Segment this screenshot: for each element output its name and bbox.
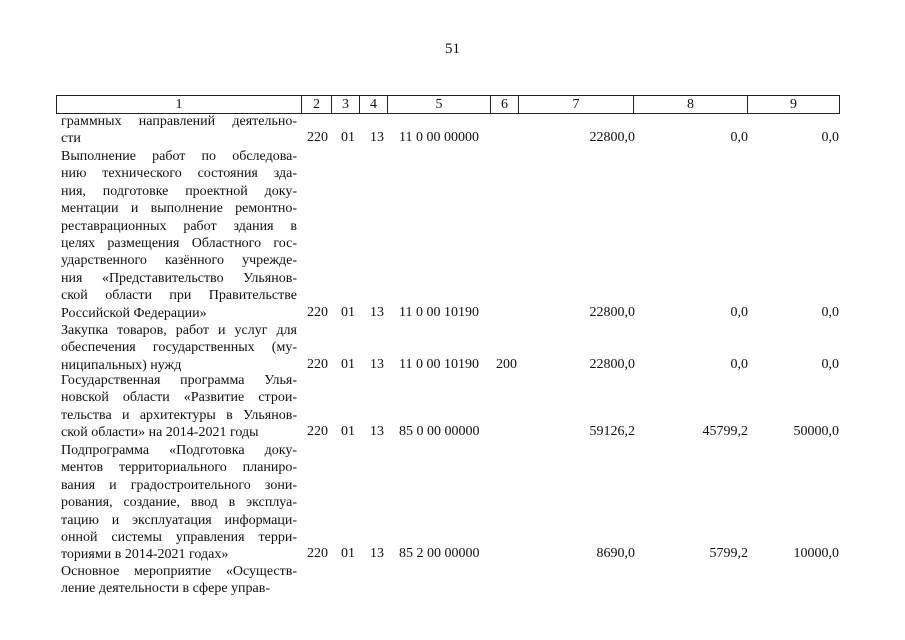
description-line: вания и градостроительного зони- (61, 477, 297, 493)
cell-col-8: 0,0 (730, 356, 748, 372)
cell-col-9: 10000,0 (793, 546, 839, 562)
description-line: ниципальных) нужд (61, 357, 182, 373)
cell-col-2: 220 (307, 130, 328, 146)
row-description (61, 442, 297, 564)
cell-col-3: 01 (341, 546, 355, 562)
description-line: целях размещения Областного гос- (61, 236, 297, 252)
row-description (61, 148, 297, 322)
description-line: Закупка товаров, работ и услуг для (61, 323, 297, 338)
description-line: сти (61, 131, 81, 147)
cell-col-8: 0,0 (730, 304, 748, 320)
cell-col-7: 22800,0 (589, 356, 635, 372)
cell-col-9: 0,0 (821, 356, 839, 372)
cell-col-2: 220 (307, 424, 328, 440)
cell-col-4: 13 (370, 424, 384, 440)
header-col-8: 8 (634, 96, 748, 113)
cell-col-5: 85 2 00 00000 (399, 546, 480, 562)
description-line: граммных направлений деятельно- (61, 114, 297, 129)
cell-col-3: 01 (341, 424, 355, 440)
cell-col-5: 11 0 00 00000 (399, 130, 479, 146)
row-description (61, 113, 297, 148)
header-col-9: 9 (790, 97, 797, 112)
cell-col-9: 0,0 (821, 304, 839, 320)
description-line: тельства и архитектуры в Ульянов- (61, 407, 297, 423)
cell-col-9: 50000,0 (793, 424, 839, 440)
cell-col-8: 45799,2 (702, 424, 748, 440)
row-description (61, 563, 297, 598)
cell-col-7: 8690,0 (596, 546, 635, 562)
description-line: ментации и выполнение ремонтно- (61, 201, 297, 217)
cell-col-7: 59126,2 (589, 424, 635, 440)
cell-col-4: 13 (370, 546, 384, 562)
description-line: новской области «Развитие строи- (61, 390, 297, 406)
description-line: Подпрограмма «Подготовка доку- (61, 443, 297, 458)
cell-col-7: 22800,0 (589, 130, 635, 146)
description-line: ния «Представительство Ульянов- (61, 270, 297, 286)
description-line: ской области» на 2014-2021 годы (61, 425, 259, 441)
cell-col-5: 11 0 00 10190 (399, 356, 479, 372)
header-col-4: 4 (360, 96, 388, 113)
description-line: онной системы управления терри- (61, 530, 297, 546)
page-number: 51 (445, 41, 460, 57)
cell-col-2: 220 (307, 304, 328, 320)
description-line: нию технического состояния зда- (61, 166, 297, 182)
description-line: обеспечения государственных (му- (61, 340, 297, 356)
description-line: ударственного казённого учрежде- (61, 253, 297, 269)
description-line: Российской Федерации» (61, 305, 207, 321)
row-description (61, 372, 297, 442)
cell-col-5: 11 0 00 10190 (399, 304, 479, 320)
cell-col-4: 13 (370, 356, 384, 372)
cell-col-4: 13 (370, 304, 384, 320)
cell-col-3: 01 (341, 304, 355, 320)
header-col-7: 7 (519, 96, 634, 113)
header-col-5: 5 (388, 96, 491, 113)
cell-col-8: 0,0 (730, 130, 748, 146)
cell-col-8: 5799,2 (709, 546, 748, 562)
description-line: Государственная программа Улья- (61, 373, 297, 388)
cell-col-3: 01 (341, 130, 355, 146)
description-line: Выполнение работ по обследова- (61, 149, 297, 164)
description-line: ментов территориального планиро- (61, 460, 297, 476)
description-line: ториями в 2014-2021 годах» (61, 547, 229, 563)
cell-col-5: 85 0 00 00000 (399, 424, 480, 440)
cell-col-3: 01 (341, 356, 355, 372)
description-line: Основное мероприятие «Осуществ- (61, 564, 297, 579)
header-col-2: 2 (302, 96, 332, 113)
header-col-6: 6 (491, 96, 519, 113)
description-line: рования, создание, ввод в эксплуа- (61, 495, 297, 511)
cell-col-4: 13 (370, 130, 384, 146)
description-line: ской области при Правительстве (61, 288, 297, 304)
header-col-1: 1 (57, 96, 302, 113)
cell-col-6: 200 (496, 356, 517, 372)
cell-col-9: 0,0 (821, 130, 839, 146)
row-description (61, 322, 297, 374)
table-header (56, 95, 840, 114)
cell-col-2: 220 (307, 546, 328, 562)
description-line: тацию и эксплуатация информаци- (61, 512, 297, 528)
header-col-3: 3 (332, 96, 360, 113)
description-line: ление деятельности в сфере управ- (61, 581, 271, 597)
cell-col-7: 22800,0 (589, 304, 635, 320)
description-line: реставрационных работ здания в (61, 218, 297, 234)
cell-col-2: 220 (307, 356, 328, 372)
description-line: ния, подготовке проектной доку- (61, 183, 297, 199)
